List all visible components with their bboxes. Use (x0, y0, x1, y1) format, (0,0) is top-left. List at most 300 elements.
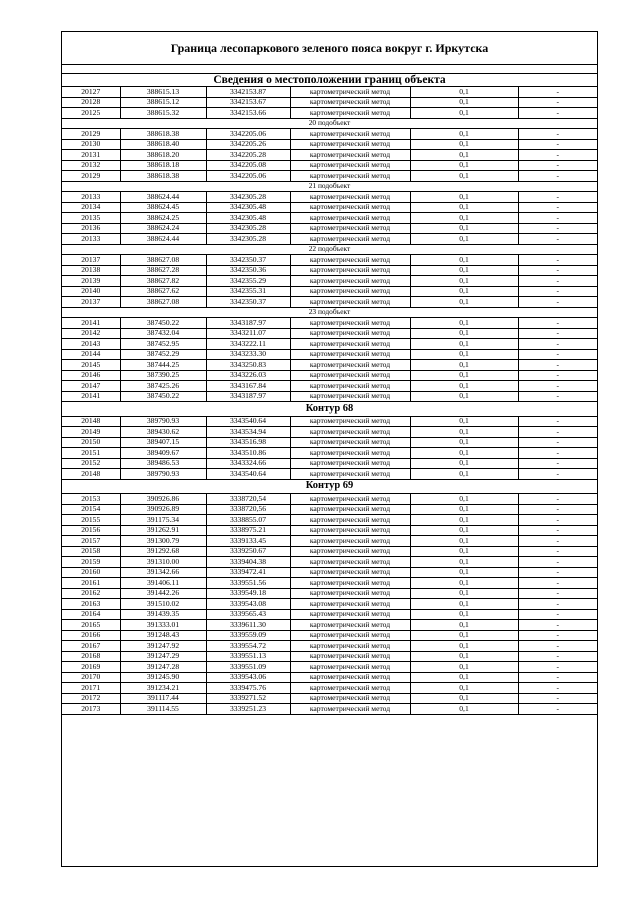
x-coordinate-cell: 391175.34 (120, 515, 206, 526)
y-coordinate-cell: 3343187.97 (206, 318, 290, 329)
subobject-header-row (62, 118, 597, 129)
method-cell: картометрический метод (290, 448, 410, 459)
contour-label: Контур 68 (62, 402, 597, 417)
accuracy-cell: 0,1 (410, 494, 518, 505)
y-coordinate-cell: 3342305.28 (206, 223, 290, 234)
accuracy-cell: 0,1 (410, 536, 518, 547)
point-number-cell: 20153 (62, 494, 120, 505)
method-cell: картометрический метод (290, 286, 410, 297)
description-cell: - (518, 213, 597, 224)
description-cell: - (518, 276, 597, 287)
method-cell: картометрический метод (290, 578, 410, 589)
accuracy-cell: 0,1 (410, 525, 518, 536)
table-row (62, 578, 597, 589)
y-coordinate-cell: 3342153.87 (206, 87, 290, 98)
point-number-cell: 20130 (62, 139, 120, 150)
method-cell: картометрический метод (290, 588, 410, 599)
accuracy-cell: 0,1 (410, 381, 518, 392)
table-row (62, 588, 597, 599)
x-coordinate-cell: 388618.38 (120, 129, 206, 140)
x-coordinate-cell: 391333.01 (120, 620, 206, 631)
point-number-cell: 20172 (62, 693, 120, 704)
table-row (62, 662, 597, 673)
x-coordinate-cell: 387425.26 (120, 381, 206, 392)
accuracy-cell: 0,1 (410, 87, 518, 98)
table-row (62, 416, 597, 427)
document-title: Граница лесопаркового зеленого пояса вокруг г. Иркутска (62, 32, 597, 65)
method-cell: картометрический метод (290, 672, 410, 683)
accuracy-cell: 0,1 (410, 567, 518, 578)
point-number-cell: 20148 (62, 416, 120, 427)
description-cell: - (518, 391, 597, 402)
x-coordinate-cell: 388615.13 (120, 87, 206, 98)
x-coordinate-cell: 391245.90 (120, 672, 206, 683)
y-coordinate-cell: 3342205.06 (206, 171, 290, 182)
table-row (62, 567, 597, 578)
description-cell: - (518, 448, 597, 459)
y-coordinate-cell: 3339475.76 (206, 683, 290, 694)
description-cell: - (518, 662, 597, 673)
point-number-cell: 20144 (62, 349, 120, 360)
accuracy-cell: 0,1 (410, 202, 518, 213)
y-coordinate-cell: 3342305.28 (206, 192, 290, 203)
y-coordinate-cell: 3338855.07 (206, 515, 290, 526)
table-row (62, 683, 597, 694)
accuracy-cell: 0,1 (410, 693, 518, 704)
description-cell: - (518, 171, 597, 182)
table-row (62, 448, 597, 459)
point-number-cell: 20163 (62, 599, 120, 610)
method-cell: картометрический метод (290, 87, 410, 98)
description-cell: - (518, 546, 597, 557)
contour-label: Контур 69 (62, 479, 597, 494)
description-cell: - (518, 620, 597, 631)
accuracy-cell: 0,1 (410, 427, 518, 438)
description-cell: - (518, 318, 597, 329)
description-cell: - (518, 265, 597, 276)
method-cell: картометрический метод (290, 416, 410, 427)
method-cell: картометрический метод (290, 641, 410, 652)
table-row (62, 318, 597, 329)
method-cell: картометрический метод (290, 620, 410, 631)
accuracy-cell: 0,1 (410, 139, 518, 150)
table-row (62, 630, 597, 641)
point-number-cell: 20133 (62, 192, 120, 203)
x-coordinate-cell: 391117.44 (120, 693, 206, 704)
point-number-cell: 20164 (62, 609, 120, 620)
section-header: Сведения о местоположении границ объекта (213, 73, 446, 86)
y-coordinate-cell: 3339271.52 (206, 693, 290, 704)
table-row (62, 202, 597, 213)
table-row (62, 599, 597, 610)
accuracy-cell: 0,1 (410, 150, 518, 161)
accuracy-cell: 0,1 (410, 339, 518, 350)
method-cell: картометрический метод (290, 360, 410, 371)
y-coordinate-cell: 3343540.64 (206, 469, 290, 480)
point-number-cell: 20159 (62, 557, 120, 568)
subobject-header-row (62, 307, 597, 318)
method-cell: картометрический метод (290, 427, 410, 438)
table-row (62, 458, 597, 469)
accuracy-cell: 0,1 (410, 683, 518, 694)
accuracy-cell: 0,1 (410, 370, 518, 381)
x-coordinate-cell: 387432.04 (120, 328, 206, 339)
method-cell: картометрический метод (290, 265, 410, 276)
point-number-cell: 20140 (62, 286, 120, 297)
y-coordinate-cell: 3343510.86 (206, 448, 290, 459)
point-number-cell: 20147 (62, 381, 120, 392)
point-number-cell: 20143 (62, 339, 120, 350)
x-coordinate-cell: 390926.89 (120, 504, 206, 515)
accuracy-cell: 0,1 (410, 458, 518, 469)
table-row (62, 504, 597, 515)
table-row (62, 349, 597, 360)
method-cell: картометрический метод (290, 223, 410, 234)
x-coordinate-cell: 388627.08 (120, 297, 206, 308)
description-cell: - (518, 108, 597, 119)
point-number-cell: 20171 (62, 683, 120, 694)
description-cell: - (518, 469, 597, 480)
table-row (62, 536, 597, 547)
method-cell: картометрический метод (290, 139, 410, 150)
accuracy-cell: 0,1 (410, 286, 518, 297)
table-row (62, 704, 597, 715)
point-number-cell: 20161 (62, 578, 120, 589)
x-coordinate-cell: 388618.18 (120, 160, 206, 171)
x-coordinate-cell: 389790.93 (120, 469, 206, 480)
x-coordinate-cell: 391262.91 (120, 525, 206, 536)
table-row (62, 381, 597, 392)
document-frame (61, 31, 598, 867)
subobject-label: 21 подобъект (62, 181, 597, 192)
accuracy-cell: 0,1 (410, 672, 518, 683)
table-row (62, 494, 597, 505)
x-coordinate-cell: 389430.62 (120, 427, 206, 438)
contour-header-row (62, 402, 597, 417)
table-row (62, 328, 597, 339)
x-coordinate-cell: 388627.08 (120, 255, 206, 266)
accuracy-cell: 0,1 (410, 546, 518, 557)
subobject-label: 22 подобъект (62, 244, 597, 255)
description-cell: - (518, 557, 597, 568)
x-coordinate-cell: 391247.29 (120, 651, 206, 662)
accuracy-cell: 0,1 (410, 160, 518, 171)
x-coordinate-cell: 388627.62 (120, 286, 206, 297)
accuracy-cell: 0,1 (410, 129, 518, 140)
method-cell: картометрический метод (290, 599, 410, 610)
y-coordinate-cell: 3338720,56 (206, 504, 290, 515)
y-coordinate-cell: 3343167.84 (206, 381, 290, 392)
description-cell: - (518, 494, 597, 505)
y-coordinate-cell: 3339559.09 (206, 630, 290, 641)
accuracy-cell: 0,1 (410, 328, 518, 339)
method-cell: картометрический метод (290, 255, 410, 266)
table-row (62, 437, 597, 448)
table-row (62, 171, 597, 182)
accuracy-cell: 0,1 (410, 630, 518, 641)
point-number-cell: 20137 (62, 255, 120, 266)
point-number-cell: 20167 (62, 641, 120, 652)
accuracy-cell: 0,1 (410, 223, 518, 234)
accuracy-cell: 0,1 (410, 651, 518, 662)
table-row (62, 160, 597, 171)
description-cell: - (518, 192, 597, 203)
description-cell: - (518, 129, 597, 140)
subobject-label: 23 подобъект (62, 307, 597, 318)
y-coordinate-cell: 3339251.23 (206, 704, 290, 715)
point-number-cell: 20154 (62, 504, 120, 515)
description-cell: - (518, 578, 597, 589)
point-number-cell: 20136 (62, 223, 120, 234)
point-number-cell: 20142 (62, 328, 120, 339)
y-coordinate-cell: 3339404.38 (206, 557, 290, 568)
description-cell: - (518, 437, 597, 448)
accuracy-cell: 0,1 (410, 620, 518, 631)
table-row (62, 391, 597, 402)
table-row (62, 150, 597, 161)
accuracy-cell: 0,1 (410, 276, 518, 287)
y-coordinate-cell: 3342205.08 (206, 160, 290, 171)
table-row (62, 609, 597, 620)
y-coordinate-cell: 3343226.03 (206, 370, 290, 381)
y-coordinate-cell: 3339611.30 (206, 620, 290, 631)
accuracy-cell: 0,1 (410, 349, 518, 360)
point-number-cell: 20156 (62, 525, 120, 536)
point-number-cell: 20145 (62, 360, 120, 371)
y-coordinate-cell: 3339554.72 (206, 641, 290, 652)
table-row (62, 469, 597, 480)
accuracy-cell: 0,1 (410, 171, 518, 182)
method-cell: картометрический метод (290, 129, 410, 140)
table-row (62, 620, 597, 631)
x-coordinate-cell: 391342.66 (120, 567, 206, 578)
y-coordinate-cell: 3342355.29 (206, 276, 290, 287)
accuracy-cell: 0,1 (410, 213, 518, 224)
y-coordinate-cell: 3343233.30 (206, 349, 290, 360)
description-cell: - (518, 458, 597, 469)
method-cell: картометрический метод (290, 97, 410, 108)
x-coordinate-cell: 388618.20 (120, 150, 206, 161)
description-cell: - (518, 360, 597, 371)
y-coordinate-cell: 3342355.31 (206, 286, 290, 297)
y-coordinate-cell: 3342205.06 (206, 129, 290, 140)
point-number-cell: 20173 (62, 704, 120, 715)
description-cell: - (518, 630, 597, 641)
y-coordinate-cell: 3342350.36 (206, 265, 290, 276)
description-cell: - (518, 599, 597, 610)
point-number-cell: 20162 (62, 588, 120, 599)
point-number-cell: 20157 (62, 536, 120, 547)
y-coordinate-cell: 3342350.37 (206, 255, 290, 266)
table-row (62, 557, 597, 568)
method-cell: картометрический метод (290, 557, 410, 568)
table-row (62, 108, 597, 119)
method-cell: картометрический метод (290, 171, 410, 182)
y-coordinate-cell: 3343250.83 (206, 360, 290, 371)
table-row (62, 297, 597, 308)
point-number-cell: 20166 (62, 630, 120, 641)
method-cell: картометрический метод (290, 108, 410, 119)
description-cell: - (518, 525, 597, 536)
table-row (62, 546, 597, 557)
description-cell: - (518, 609, 597, 620)
x-coordinate-cell: 389409.67 (120, 448, 206, 459)
description-cell: - (518, 515, 597, 526)
x-coordinate-cell: 390926.86 (120, 494, 206, 505)
description-cell: - (518, 536, 597, 547)
subobject-header-row (62, 244, 597, 255)
accuracy-cell: 0,1 (410, 192, 518, 203)
table-row (62, 192, 597, 203)
method-cell: картометрический метод (290, 150, 410, 161)
accuracy-cell: 0,1 (410, 255, 518, 266)
point-number-cell: 20137 (62, 297, 120, 308)
y-coordinate-cell: 3342305.28 (206, 234, 290, 245)
method-cell: картометрический метод (290, 494, 410, 505)
accuracy-cell: 0,1 (410, 662, 518, 673)
method-cell: картометрический метод (290, 504, 410, 515)
description-cell: - (518, 339, 597, 350)
y-coordinate-cell: 3342153.67 (206, 97, 290, 108)
y-coordinate-cell: 3339551.13 (206, 651, 290, 662)
x-coordinate-cell: 391439.35 (120, 609, 206, 620)
table-row (62, 97, 597, 108)
accuracy-cell: 0,1 (410, 437, 518, 448)
description-cell: - (518, 641, 597, 652)
method-cell: картометрический метод (290, 192, 410, 203)
accuracy-cell: 0,1 (410, 318, 518, 329)
accuracy-cell: 0,1 (410, 416, 518, 427)
point-number-cell: 20141 (62, 391, 120, 402)
x-coordinate-cell: 388618.38 (120, 171, 206, 182)
table-row (62, 276, 597, 287)
table-row (62, 129, 597, 140)
contour-header-row (62, 479, 597, 494)
y-coordinate-cell: 3339472.41 (206, 567, 290, 578)
description-cell: - (518, 139, 597, 150)
x-coordinate-cell: 388615.12 (120, 97, 206, 108)
y-coordinate-cell: 3342205.28 (206, 150, 290, 161)
point-number-cell: 20165 (62, 620, 120, 631)
method-cell: картометрический метод (290, 202, 410, 213)
method-cell: картометрический метод (290, 546, 410, 557)
method-cell: картометрический метод (290, 458, 410, 469)
x-coordinate-cell: 388624.44 (120, 192, 206, 203)
description-cell: - (518, 87, 597, 98)
x-coordinate-cell: 388624.45 (120, 202, 206, 213)
y-coordinate-cell: 3343534.94 (206, 427, 290, 438)
y-coordinate-cell: 3342305.48 (206, 213, 290, 224)
y-coordinate-cell: 3343187.97 (206, 391, 290, 402)
x-coordinate-cell: 391292.68 (120, 546, 206, 557)
description-cell: - (518, 693, 597, 704)
accuracy-cell: 0,1 (410, 588, 518, 599)
table-row (62, 693, 597, 704)
point-number-cell: 20128 (62, 97, 120, 108)
x-coordinate-cell: 391442.26 (120, 588, 206, 599)
accuracy-cell: 0,1 (410, 578, 518, 589)
x-coordinate-cell: 391114.55 (120, 704, 206, 715)
accuracy-cell: 0,1 (410, 641, 518, 652)
description-cell: - (518, 672, 597, 683)
y-coordinate-cell: 3339565.43 (206, 609, 290, 620)
x-coordinate-cell: 388624.44 (120, 234, 206, 245)
description-cell: - (518, 683, 597, 694)
description-cell: - (518, 588, 597, 599)
description-cell: - (518, 381, 597, 392)
x-coordinate-cell: 391247.28 (120, 662, 206, 673)
table-row (62, 265, 597, 276)
description-cell: - (518, 234, 597, 245)
description-cell: - (518, 150, 597, 161)
y-coordinate-cell: 3339543.06 (206, 672, 290, 683)
description-cell: - (518, 160, 597, 171)
point-number-cell: 20125 (62, 108, 120, 119)
method-cell: картометрический метод (290, 609, 410, 620)
y-coordinate-cell: 3339250.67 (206, 546, 290, 557)
point-number-cell: 20127 (62, 87, 120, 98)
accuracy-cell: 0,1 (410, 599, 518, 610)
description-cell: - (518, 255, 597, 266)
point-number-cell: 20150 (62, 437, 120, 448)
point-number-cell: 20160 (62, 567, 120, 578)
x-coordinate-cell: 391510.02 (120, 599, 206, 610)
x-coordinate-cell: 391406.11 (120, 578, 206, 589)
method-cell: картометрический метод (290, 328, 410, 339)
accuracy-cell: 0,1 (410, 515, 518, 526)
y-coordinate-cell: 3343211.07 (206, 328, 290, 339)
point-number-cell: 20131 (62, 150, 120, 161)
y-coordinate-cell: 3339543.08 (206, 599, 290, 610)
table-row (62, 139, 597, 150)
y-coordinate-cell: 3338975.21 (206, 525, 290, 536)
point-number-cell: 20132 (62, 160, 120, 171)
subobject-header-row (62, 181, 597, 192)
x-coordinate-cell: 391234.21 (120, 683, 206, 694)
accuracy-cell: 0,1 (410, 360, 518, 371)
table-row (62, 339, 597, 350)
y-coordinate-cell: 3339551.09 (206, 662, 290, 673)
table-row (62, 370, 597, 381)
table-row (62, 255, 597, 266)
x-coordinate-cell: 391248.43 (120, 630, 206, 641)
coordinates-table (62, 86, 597, 715)
x-coordinate-cell: 387450.22 (120, 391, 206, 402)
accuracy-cell: 0,1 (410, 391, 518, 402)
method-cell: картометрический метод (290, 234, 410, 245)
x-coordinate-cell: 387444.25 (120, 360, 206, 371)
accuracy-cell: 0,1 (410, 704, 518, 715)
y-coordinate-cell: 3339549.18 (206, 588, 290, 599)
point-number-cell: 20135 (62, 213, 120, 224)
method-cell: картометрический метод (290, 437, 410, 448)
method-cell: картометрический метод (290, 318, 410, 329)
description-cell: - (518, 349, 597, 360)
method-cell: картометрический метод (290, 213, 410, 224)
y-coordinate-cell: 3342153.66 (206, 108, 290, 119)
table-row (62, 672, 597, 683)
point-number-cell: 20138 (62, 265, 120, 276)
table-row (62, 87, 597, 98)
x-coordinate-cell: 388624.25 (120, 213, 206, 224)
method-cell: картометрический метод (290, 297, 410, 308)
method-cell: картометрический метод (290, 630, 410, 641)
y-coordinate-cell: 3343540.64 (206, 416, 290, 427)
table-row (62, 223, 597, 234)
y-coordinate-cell: 3339551.56 (206, 578, 290, 589)
description-cell: - (518, 416, 597, 427)
description-cell: - (518, 202, 597, 213)
